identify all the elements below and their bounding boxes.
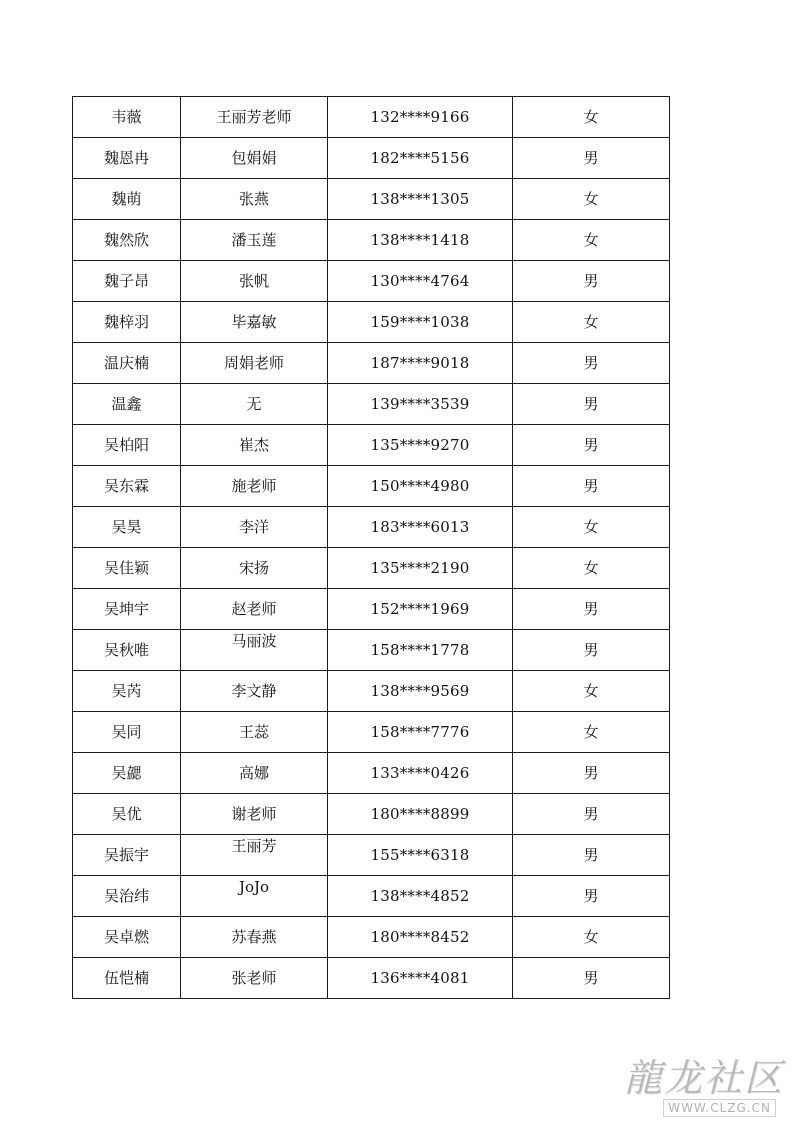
phone-cell-text: 135****9270 (370, 435, 470, 454)
student-name-cell-text: 伍恺楠 (103, 968, 149, 987)
gender-cell (513, 97, 670, 138)
gender-cell-text: 女 (583, 189, 599, 208)
gender-cell-text: 男 (583, 476, 599, 495)
student-name-cell-text: 吴振宇 (103, 845, 149, 864)
phone-cell (328, 425, 513, 466)
gender-cell (513, 507, 670, 548)
teacher-cell-text: 王蕊 (238, 722, 269, 741)
phone-cell (328, 507, 513, 548)
gender-cell-text: 女 (583, 517, 599, 536)
student-name-cell (73, 876, 181, 917)
gender-cell-text: 男 (583, 271, 599, 290)
table-row (73, 712, 670, 753)
teacher-cell-text: 苏春燕 (231, 927, 277, 946)
teacher-cell (181, 958, 328, 999)
teacher-cell (181, 794, 328, 835)
phone-cell (328, 548, 513, 589)
student-name-cell (73, 261, 181, 302)
teacher-cell-text: 宋扬 (238, 558, 269, 577)
phone-cell (328, 302, 513, 343)
teacher-cell-text: JoJo (238, 877, 270, 896)
teacher-cell-text: 无 (246, 394, 262, 413)
phone-cell (328, 343, 513, 384)
teacher-cell-text: 张帆 (238, 271, 269, 290)
phone-cell-text: 152****1969 (370, 599, 470, 618)
teacher-cell (181, 466, 328, 507)
teacher-cell-text: 王丽芳 (231, 836, 277, 855)
student-name-cell-text: 吴治纬 (103, 886, 149, 905)
phone-cell (328, 138, 513, 179)
gender-cell (513, 589, 670, 630)
student-name-cell (73, 97, 181, 138)
table-row (73, 466, 670, 507)
table-row (73, 343, 670, 384)
watermark-url: WWW.CLZG.CN (663, 1099, 776, 1117)
gender-cell (513, 835, 670, 876)
watermark-text: 龍龙社区 (624, 1056, 785, 1100)
gender-cell-text: 男 (583, 886, 599, 905)
table-row (73, 507, 670, 548)
student-name-cell (73, 425, 181, 466)
student-name-cell (73, 466, 181, 507)
student-name-cell (73, 958, 181, 999)
gender-cell (513, 179, 670, 220)
table-row (73, 630, 670, 671)
phone-cell-text: 150****4980 (370, 476, 470, 495)
gender-cell-text: 女 (583, 927, 599, 946)
teacher-cell (181, 835, 328, 876)
student-name-cell-text: 吴秋唯 (103, 640, 149, 659)
student-name-cell-text: 温庆楠 (103, 353, 149, 372)
student-name-cell-text: 吴优 (111, 804, 142, 823)
teacher-cell (181, 138, 328, 179)
student-name-cell (73, 671, 181, 712)
gender-cell (513, 466, 670, 507)
phone-cell (328, 261, 513, 302)
roster-body (73, 97, 670, 999)
gender-cell (513, 384, 670, 425)
table-row (73, 753, 670, 794)
student-name-cell (73, 507, 181, 548)
table-row (73, 671, 670, 712)
student-name-cell-text: 韦薇 (111, 107, 142, 126)
gender-cell-text: 男 (583, 435, 599, 454)
teacher-cell (181, 384, 328, 425)
table-row (73, 138, 670, 179)
teacher-cell (181, 302, 328, 343)
teacher-cell-text: 马丽波 (231, 631, 277, 650)
gender-cell (513, 138, 670, 179)
table-row (73, 97, 670, 138)
phone-cell (328, 97, 513, 138)
table-row (73, 425, 670, 466)
gender-cell (513, 794, 670, 835)
teacher-cell (181, 876, 328, 917)
phone-cell (328, 630, 513, 671)
gender-cell (513, 958, 670, 999)
table-row (73, 261, 670, 302)
teacher-cell-text: 施老师 (231, 476, 277, 495)
gender-cell-text: 男 (583, 394, 599, 413)
gender-cell-text: 女 (583, 681, 599, 700)
teacher-cell (181, 425, 328, 466)
gender-cell-text: 女 (583, 722, 599, 741)
student-name-cell-text: 吴勰 (111, 763, 142, 782)
phone-cell-text: 180****8452 (370, 927, 470, 946)
teacher-cell-text: 包娟娟 (231, 148, 277, 167)
table-row (73, 794, 670, 835)
gender-cell (513, 630, 670, 671)
phone-cell-text: 158****7776 (370, 722, 470, 741)
gender-cell-text: 女 (583, 230, 599, 249)
student-name-cell (73, 302, 181, 343)
gender-cell-text: 男 (583, 640, 599, 659)
student-name-cell (73, 343, 181, 384)
phone-cell (328, 835, 513, 876)
teacher-cell-text: 高娜 (238, 763, 269, 782)
gender-cell (513, 671, 670, 712)
student-name-cell-text: 魏梓羽 (103, 312, 149, 331)
student-name-cell (73, 835, 181, 876)
gender-cell (513, 917, 670, 958)
student-name-cell-text: 吴佳颖 (103, 558, 149, 577)
student-name-cell-text: 魏子昂 (103, 271, 149, 290)
teacher-cell-text: 张燕 (238, 189, 269, 208)
table-row (73, 220, 670, 261)
phone-cell-text: 180****8899 (370, 804, 470, 823)
teacher-cell-text: 崔杰 (238, 435, 269, 454)
teacher-cell (181, 548, 328, 589)
gender-cell (513, 753, 670, 794)
phone-cell (328, 794, 513, 835)
teacher-cell-text: 李洋 (238, 517, 269, 536)
teacher-cell (181, 261, 328, 302)
gender-cell-text: 女 (583, 312, 599, 331)
gender-cell (513, 712, 670, 753)
teacher-cell (181, 589, 328, 630)
student-name-cell (73, 753, 181, 794)
teacher-cell-text: 毕嘉敏 (231, 312, 277, 331)
student-name-cell-text: 吴卓燃 (103, 927, 149, 946)
teacher-cell-text: 王丽芳老师 (216, 107, 292, 126)
table-row (73, 917, 670, 958)
teacher-cell-text: 周娟老师 (223, 353, 284, 372)
student-name-cell (73, 712, 181, 753)
student-name-cell (73, 138, 181, 179)
teacher-cell-text: 谢老师 (231, 804, 277, 823)
gender-cell (513, 548, 670, 589)
phone-cell (328, 384, 513, 425)
gender-cell (513, 302, 670, 343)
student-name-cell (73, 384, 181, 425)
student-name-cell-text: 吴柏阳 (103, 435, 149, 454)
gender-cell-text: 男 (583, 804, 599, 823)
gender-cell (513, 220, 670, 261)
teacher-cell (181, 507, 328, 548)
gender-cell-text: 男 (583, 148, 599, 167)
phone-cell (328, 917, 513, 958)
roster-table (72, 96, 670, 999)
student-name-cell-text: 魏萌 (111, 189, 142, 208)
phone-cell-text: 139****3539 (370, 394, 470, 413)
watermark-logo (624, 1047, 784, 1117)
student-name-cell (73, 630, 181, 671)
teacher-cell (181, 220, 328, 261)
gender-cell-text: 男 (583, 968, 599, 987)
phone-cell (328, 712, 513, 753)
student-name-cell-text: 吴同 (111, 722, 142, 741)
gender-cell-text: 男 (583, 599, 599, 618)
table-row (73, 958, 670, 999)
student-name-cell (73, 917, 181, 958)
teacher-cell (181, 917, 328, 958)
student-name-cell-text: 吴昊 (111, 517, 142, 536)
phone-cell (328, 589, 513, 630)
phone-cell (328, 179, 513, 220)
student-name-cell (73, 220, 181, 261)
student-name-cell-text: 温鑫 (111, 394, 142, 413)
gender-cell (513, 343, 670, 384)
gender-cell-text: 男 (583, 763, 599, 782)
gender-cell-text: 男 (583, 845, 599, 864)
student-name-cell (73, 179, 181, 220)
table-row (73, 179, 670, 220)
student-name-cell-text: 吴东霖 (103, 476, 149, 495)
phone-cell (328, 753, 513, 794)
phone-cell-text: 182****5156 (370, 148, 470, 167)
student-name-cell (73, 589, 181, 630)
gender-cell (513, 876, 670, 917)
teacher-cell (181, 712, 328, 753)
phone-cell-text: 155****6318 (370, 845, 470, 864)
teacher-cell (181, 179, 328, 220)
gender-cell-text: 男 (583, 353, 599, 372)
phone-cell-text: 130****4764 (370, 271, 470, 290)
phone-cell (328, 958, 513, 999)
table-row (73, 548, 670, 589)
phone-cell-text: 135****2190 (370, 558, 470, 577)
phone-cell-text: 138****1418 (370, 230, 470, 249)
teacher-cell (181, 671, 328, 712)
gender-cell (513, 425, 670, 466)
phone-cell (328, 220, 513, 261)
phone-cell-text: 133****0426 (370, 763, 470, 782)
table-row (73, 589, 670, 630)
table-row (73, 835, 670, 876)
teacher-cell (181, 97, 328, 138)
student-name-cell (73, 548, 181, 589)
student-name-cell-text: 吴坤宇 (103, 599, 149, 618)
gender-cell-text: 女 (583, 107, 599, 126)
teacher-cell-text: 潘玉莲 (231, 230, 277, 249)
student-name-cell (73, 794, 181, 835)
teacher-cell-text: 李文静 (231, 681, 277, 700)
phone-cell-text: 132****9166 (370, 107, 470, 126)
phone-cell-text: 187****9018 (370, 353, 470, 372)
teacher-cell (181, 753, 328, 794)
phone-cell-text: 138****4852 (370, 886, 470, 905)
phone-cell-text: 136****4081 (370, 968, 470, 987)
phone-cell-text: 158****1778 (370, 640, 470, 659)
teacher-cell (181, 343, 328, 384)
table-row (73, 876, 670, 917)
student-name-cell-text: 魏然欣 (103, 230, 149, 249)
phone-cell (328, 876, 513, 917)
phone-cell-text: 159****1038 (370, 312, 470, 331)
teacher-cell-text: 赵老师 (231, 599, 277, 618)
student-name-cell-text: 吴芮 (111, 681, 142, 700)
phone-cell-text: 183****6013 (370, 517, 470, 536)
table-row (73, 384, 670, 425)
phone-cell-text: 138****1305 (370, 189, 470, 208)
teacher-cell (181, 630, 328, 671)
gender-cell-text: 女 (583, 558, 599, 577)
teacher-cell-text: 张老师 (231, 968, 277, 987)
gender-cell (513, 261, 670, 302)
phone-cell-text: 138****9569 (370, 681, 470, 700)
phone-cell (328, 466, 513, 507)
student-name-cell-text: 魏恩冉 (103, 148, 149, 167)
table-row (73, 302, 670, 343)
phone-cell (328, 671, 513, 712)
